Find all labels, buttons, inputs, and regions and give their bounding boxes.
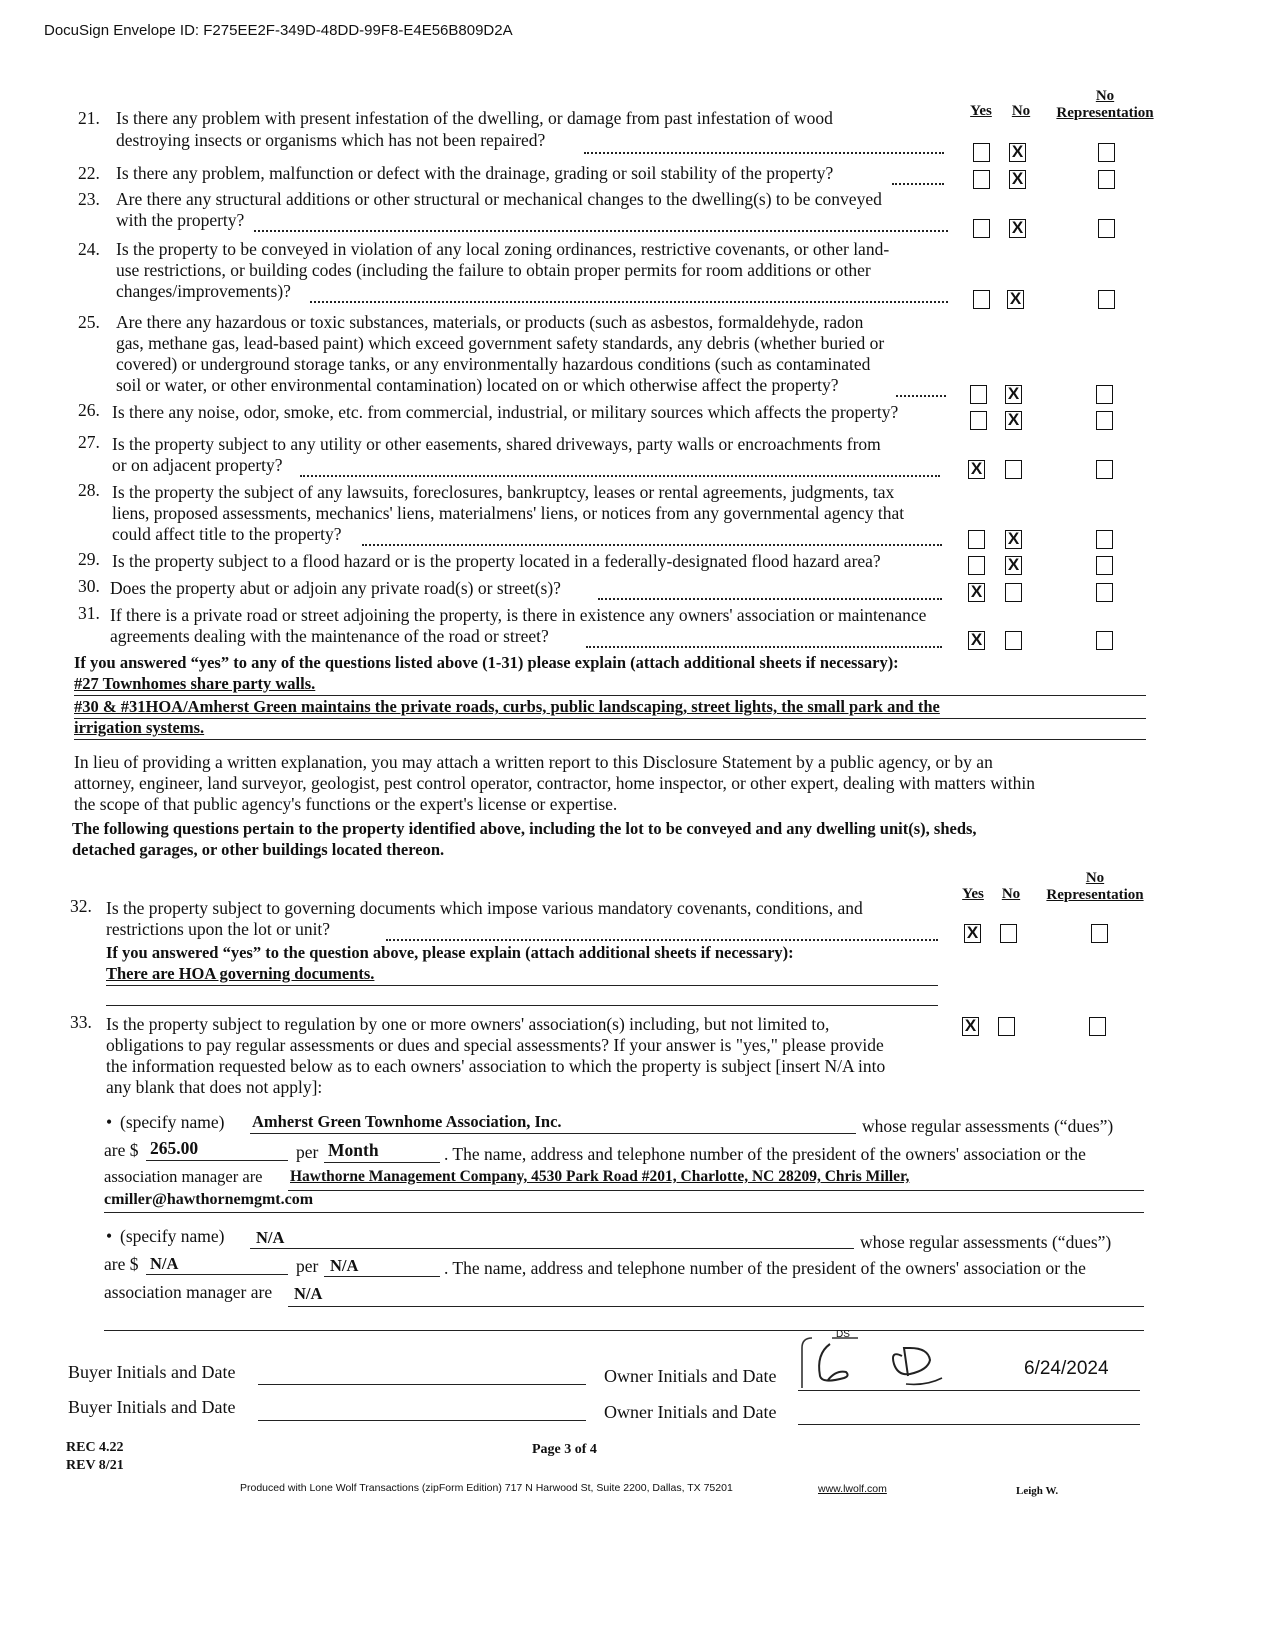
dot-leader bbox=[254, 230, 948, 232]
col-no-header-2: No bbox=[1001, 886, 1021, 902]
question-text-line: Is there any problem, malfunction or defect with the drainage, grading or soil stability of the property? bbox=[116, 163, 834, 183]
q30-no-checkbox[interactable] bbox=[1005, 583, 1022, 602]
q28-yes-checkbox[interactable] bbox=[968, 530, 985, 549]
bullet-icon: • bbox=[106, 1112, 113, 1132]
association-2-name[interactable]: N/A bbox=[256, 1228, 285, 1247]
question-text-line: any blank that does not apply]: bbox=[106, 1077, 323, 1097]
q21-yes-checkbox[interactable] bbox=[973, 143, 990, 162]
dot-leader bbox=[598, 598, 942, 600]
association-1-name[interactable]: Amherst Green Townhome Association, Inc. bbox=[252, 1112, 562, 1131]
question-text-line: use restrictions, or building codes (including the failure to obtain proper permits for room additions or other bbox=[116, 260, 871, 280]
field-rule bbox=[146, 1160, 288, 1161]
buyer-initials-field[interactable] bbox=[258, 1384, 586, 1385]
q25-norep-checkbox[interactable] bbox=[1096, 385, 1113, 404]
question-text-line: soil or water, or other environmental contamination) located on or which otherwise affect the property? bbox=[116, 375, 839, 395]
col-norep-header-2b: Representation bbox=[1046, 887, 1144, 903]
produced-with: Produced with Lone Wolf Transactions (zipForm Edition) 717 N Harwood St, Suite 2200, Dallas, TX 75201 bbox=[240, 1482, 733, 1494]
question-number: 31. bbox=[78, 603, 100, 623]
q26-yes-checkbox[interactable] bbox=[970, 411, 987, 430]
field-rule bbox=[324, 1162, 440, 1163]
q28-norep-checkbox[interactable] bbox=[1096, 530, 1113, 549]
question-text-line: changes/improvements)? bbox=[116, 281, 291, 301]
col-norep-header-2a: No bbox=[1085, 870, 1105, 886]
q30-yes-checkbox[interactable] bbox=[968, 583, 985, 602]
q23-yes-checkbox[interactable] bbox=[973, 219, 990, 238]
question-text-line: with the property? bbox=[116, 210, 245, 230]
question-number: 22. bbox=[78, 163, 100, 183]
ds-tag: DS bbox=[836, 1329, 850, 1340]
question-number: 33. bbox=[70, 1012, 92, 1032]
dot-leader bbox=[584, 152, 944, 154]
form-revision: REV 8/21 bbox=[66, 1458, 124, 1473]
question-text-line: agreements dealing with the maintenance of the road or street? bbox=[110, 626, 549, 646]
buyer-initials-label-2: Buyer Initials and Date bbox=[68, 1397, 236, 1417]
manager-label: association manager are bbox=[104, 1167, 263, 1186]
whose-label: whose regular assessments (“dues”) bbox=[862, 1116, 1114, 1136]
manager-label: association manager are bbox=[104, 1282, 273, 1302]
lwolf-link[interactable]: www.lwolf.com bbox=[818, 1483, 887, 1495]
question-text-line: the information requested below as to each owners' association to which the property is subject [insert N/A into bbox=[106, 1056, 886, 1076]
field-rule bbox=[288, 1190, 1144, 1191]
explain-line-1[interactable]: #27 Townhomes share party walls. bbox=[74, 674, 316, 693]
form-number: REC 4.22 bbox=[66, 1440, 124, 1455]
association-1-email[interactable]: cmiller@hawthornemgmt.com bbox=[104, 1191, 314, 1208]
q32-explain-prompt: If you answered “yes” to the question above, please explain (attach additional sheets if necessary): bbox=[106, 943, 794, 962]
question-text-line: Is the property subject to regulation by one or more owners' association(s) including, but not limited to, bbox=[106, 1014, 830, 1034]
owner-initials-field-2[interactable] bbox=[798, 1424, 1140, 1425]
col-yes-header-2: Yes bbox=[962, 886, 984, 902]
lieu-paragraph-line: In lieu of providing a written explanation, you may attach a written report to this Disclosure Statement by a public agency, or by an bbox=[74, 752, 993, 772]
q27-yes-checkbox[interactable] bbox=[968, 460, 985, 479]
following-paragraph-line: The following questions pertain to the property identified above, including the lot to be conveyed and any dwelling unit(s), sheds, bbox=[72, 819, 977, 838]
question-number: 21. bbox=[78, 108, 100, 128]
buyer-initials-label: Buyer Initials and Date bbox=[68, 1362, 236, 1382]
association-2-amount[interactable]: N/A bbox=[150, 1254, 179, 1273]
q30-norep-checkbox[interactable] bbox=[1096, 583, 1113, 602]
owner-initials-label: Owner Initials and Date bbox=[604, 1366, 777, 1386]
field-rule bbox=[250, 1248, 854, 1249]
field-rule bbox=[288, 1306, 1144, 1307]
q29-no-checkbox[interactable] bbox=[1005, 556, 1022, 575]
question-number: 32. bbox=[70, 896, 92, 916]
q33-yes-checkbox[interactable] bbox=[962, 1017, 979, 1036]
col-norep-header-2: Representation bbox=[1056, 105, 1154, 121]
question-text-line: Is the property to be conveyed in violation of any local zoning ordinances, restrictive covenants, or other land- bbox=[116, 239, 890, 259]
per-label: per bbox=[296, 1142, 319, 1162]
footer-name: Leigh W. bbox=[1016, 1485, 1059, 1497]
dot-leader bbox=[896, 395, 946, 397]
q32-norep-checkbox[interactable] bbox=[1091, 924, 1108, 943]
question-number: 27. bbox=[78, 432, 100, 452]
per-label: per bbox=[296, 1256, 319, 1276]
q25-no-checkbox[interactable] bbox=[1005, 385, 1022, 404]
q31-yes-checkbox[interactable] bbox=[968, 631, 985, 650]
q32-explain-text[interactable]: There are HOA governing documents. bbox=[106, 964, 375, 983]
following-paragraph-line: detached garages, or other buildings located thereon. bbox=[72, 840, 445, 859]
question-text-line: obligations to pay regular assessments or dues and special assessments? If your answer is "yes," please provide bbox=[106, 1035, 884, 1055]
signature-bracket-icon bbox=[798, 1332, 958, 1392]
explain-rule bbox=[106, 1005, 938, 1006]
envelope-id: DocuSign Envelope ID: F275EE2F-349D-48DD-99F8-E4E56B809D2A bbox=[44, 22, 513, 39]
question-text-line: Are there any structural additions or other structural or mechanical changes to the dwelling(s) to be conveyed bbox=[116, 189, 882, 209]
q27-norep-checkbox[interactable] bbox=[1096, 460, 1113, 479]
question-text-line: Is the property subject to a flood hazard or is the property located in a federally-designated flood hazard area? bbox=[112, 551, 881, 571]
whose-label: whose regular assessments (“dues”) bbox=[860, 1232, 1112, 1252]
owner-initials-label-2: Owner Initials and Date bbox=[604, 1402, 777, 1422]
association-1-period[interactable]: Month bbox=[328, 1140, 379, 1160]
field-rule bbox=[250, 1133, 856, 1134]
q25-yes-checkbox[interactable] bbox=[970, 385, 987, 404]
col-norep-header-1: No bbox=[1095, 88, 1115, 104]
q33-norep-checkbox[interactable] bbox=[1089, 1017, 1106, 1036]
question-text-line: covered) or underground storage tanks, or any environmentally hazardous conditions (such as contaminated bbox=[116, 354, 871, 374]
field-rule bbox=[104, 1330, 1144, 1331]
q31-no-checkbox[interactable] bbox=[1005, 631, 1022, 650]
question-text-line: or on adjacent property? bbox=[112, 455, 283, 475]
field-rule bbox=[146, 1274, 288, 1275]
q27-no-checkbox[interactable] bbox=[1005, 460, 1022, 479]
owner-signature-text bbox=[820, 1360, 821, 1361]
question-text-line: liens, proposed assessments, mechanics' liens, materialmens' liens, or notices from any governmental agency that bbox=[112, 503, 905, 523]
q26-norep-checkbox[interactable] bbox=[1096, 411, 1113, 430]
question-text-line: Is the property subject to governing documents which impose various mandatory covenants, conditions, and bbox=[106, 898, 863, 918]
lieu-paragraph-line: the scope of that public agency's functions or the expert's license or expertise. bbox=[74, 794, 618, 814]
dot-leader bbox=[586, 646, 942, 648]
question-text-line: Is the property subject to any utility or other easements, shared driveways, party walls or encroachments from bbox=[112, 434, 881, 454]
association-2-period[interactable]: N/A bbox=[330, 1256, 359, 1275]
explain-rule bbox=[106, 985, 938, 986]
explain-prompt: If you answered “yes” to any of the questions listed above (1-31) please explain (attach additional sheets if necessary): bbox=[74, 653, 899, 672]
explain-line-2[interactable]: #30 & #31HOA/Amherst Green maintains the private roads, curbs, public landscaping, street lights, the small park and the bbox=[74, 697, 940, 716]
association-1-manager[interactable]: Hawthorne Management Company, 4530 Park Road #201, Charlotte, NC 28209, Chris Miller, bbox=[290, 1168, 910, 1185]
q22-norep-checkbox[interactable] bbox=[1098, 170, 1115, 189]
specify-name-label: (specify name) bbox=[120, 1226, 225, 1246]
question-text-line: could affect title to the property? bbox=[112, 524, 342, 544]
explain-line-3[interactable]: irrigation systems. bbox=[74, 718, 205, 737]
explain-rule bbox=[74, 695, 1146, 696]
question-number: 30. bbox=[78, 576, 100, 596]
page-number: Page 3 of 4 bbox=[532, 1442, 597, 1457]
are-dollar-label: are $ bbox=[104, 1254, 139, 1274]
q21-no-checkbox[interactable] bbox=[1009, 143, 1026, 162]
name-address-label: . The name, address and telephone number of the president of the owners' association or the bbox=[444, 1258, 1086, 1278]
q24-no-checkbox[interactable] bbox=[1007, 290, 1024, 309]
q28-no-checkbox[interactable] bbox=[1005, 530, 1022, 549]
are-dollar-label: are $ bbox=[104, 1140, 139, 1160]
question-text-line: Does the property abut or adjoin any private road(s) or street(s)? bbox=[110, 578, 561, 598]
buyer-initials-field-2[interactable] bbox=[258, 1420, 586, 1421]
q26-no-checkbox[interactable] bbox=[1005, 411, 1022, 430]
name-address-label: . The name, address and telephone number of the president of the owners' association or the bbox=[444, 1144, 1086, 1164]
field-rule bbox=[324, 1276, 440, 1277]
dot-leader bbox=[300, 475, 940, 477]
association-2-manager[interactable]: N/A bbox=[294, 1284, 323, 1303]
question-text-line: If there is a private road or street adjoining the property, is there in existence any owners' association or maintenance bbox=[110, 605, 927, 625]
question-text-line: Is there any noise, odor, smoke, etc. from commercial, industrial, or military sources which affects the property? bbox=[112, 402, 899, 422]
question-text-line: Are there any hazardous or toxic substances, materials, or products (such as asbestos, formaldehyde, radon bbox=[116, 312, 864, 332]
dot-leader bbox=[892, 183, 944, 185]
question-text-line: gas, methane gas, lead-based paint) which exceed government safety standards, any debris (whether buried or bbox=[116, 333, 885, 353]
q32-no-checkbox[interactable] bbox=[1000, 924, 1017, 943]
q33-no-checkbox[interactable] bbox=[998, 1017, 1015, 1036]
specify-name-label: (specify name) bbox=[120, 1112, 225, 1132]
q22-no-checkbox[interactable] bbox=[1009, 170, 1026, 189]
q32-yes-checkbox[interactable] bbox=[964, 924, 981, 943]
q22-yes-checkbox[interactable] bbox=[973, 170, 990, 189]
question-text-line: destroying insects or organisms which has not been repaired? bbox=[116, 130, 546, 150]
question-number: 28. bbox=[78, 480, 100, 500]
question-text-line: Is there any problem with present infestation of the dwelling, or damage from past infestation of wood bbox=[116, 108, 833, 128]
question-number: 26. bbox=[78, 400, 100, 420]
col-no-header: No bbox=[1011, 103, 1031, 119]
association-1-amount[interactable]: 265.00 bbox=[150, 1138, 199, 1158]
dot-leader bbox=[386, 939, 938, 941]
q24-yes-checkbox[interactable] bbox=[973, 290, 990, 309]
field-rule bbox=[104, 1212, 1144, 1213]
dot-leader bbox=[310, 301, 948, 303]
q23-no-checkbox[interactable] bbox=[1009, 219, 1026, 238]
question-text-line: restrictions upon the lot or unit? bbox=[106, 919, 331, 939]
question-number: 25. bbox=[78, 312, 100, 332]
dot-leader bbox=[362, 544, 942, 546]
q21-norep-checkbox[interactable] bbox=[1098, 143, 1115, 162]
explain-rule bbox=[74, 739, 1146, 740]
q23-norep-checkbox[interactable] bbox=[1098, 219, 1115, 238]
question-number: 23. bbox=[78, 189, 100, 209]
bullet-icon: • bbox=[106, 1226, 113, 1246]
lieu-paragraph-line: attorney, engineer, land surveyor, geologist, pest control operator, contractor, home inspector, or other expert, dealing with matters within bbox=[74, 773, 1035, 793]
question-number: 29. bbox=[78, 549, 100, 569]
owner-initials-date: 6/24/2024 bbox=[1024, 1358, 1109, 1379]
question-text-line: Is the property the subject of any lawsuits, foreclosures, bankruptcy, leases or rental agreements, judgments, tax bbox=[112, 482, 895, 502]
col-yes-header: Yes bbox=[970, 103, 992, 119]
q24-norep-checkbox[interactable] bbox=[1098, 290, 1115, 309]
explain-rule bbox=[74, 718, 1146, 719]
q29-norep-checkbox[interactable] bbox=[1096, 556, 1113, 575]
q29-yes-checkbox[interactable] bbox=[968, 556, 985, 575]
q31-norep-checkbox[interactable] bbox=[1096, 631, 1113, 650]
question-number: 24. bbox=[78, 239, 100, 259]
